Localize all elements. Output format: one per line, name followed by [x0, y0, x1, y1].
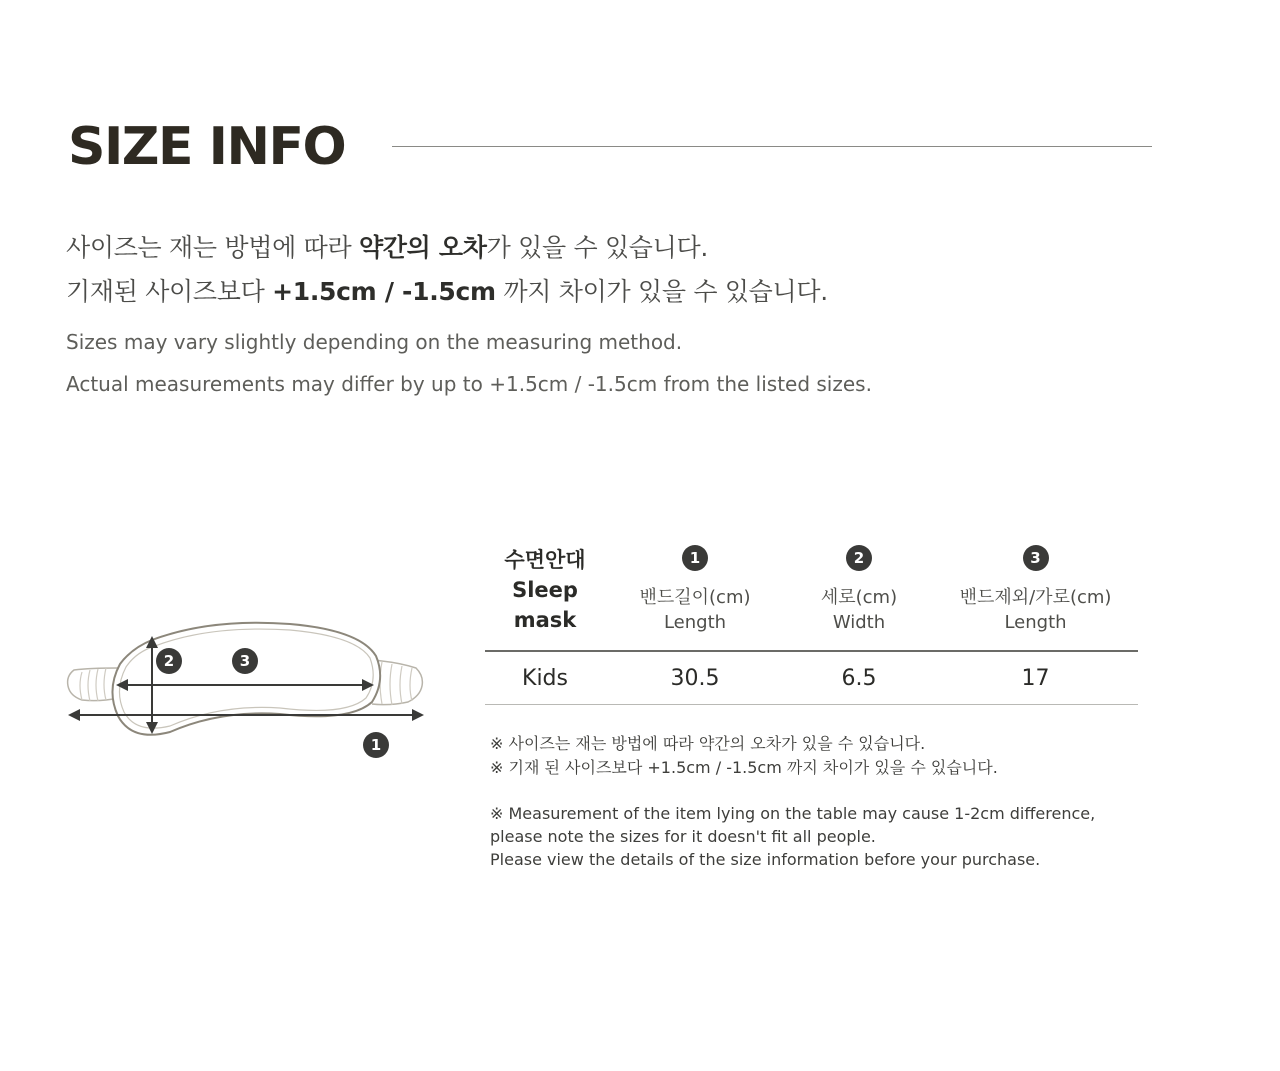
note-en-2: please note the sizes for it doesn't fit all people.: [490, 827, 876, 846]
column-1-marker-icon: 1: [682, 545, 708, 571]
size-label: Kids: [522, 665, 568, 691]
column-label-kr: 세로(cm): [820, 587, 898, 608]
note-en-1: ※ Measurement of the item lying on the table may cause 1-2cm difference,: [490, 804, 1096, 823]
size-table: [485, 530, 1138, 705]
column-3-marker-icon: 3: [1023, 545, 1049, 571]
note-kr-2: ※ 기재 된 사이즈보다 +1.5cm / -1.5cm 까지 차이가 있을 수 있습니다.: [490, 758, 998, 777]
marker-3-icon: 3: [232, 648, 258, 674]
notice-en-line-2: Actual measurements may differ by up to +1.5cm / -1.5cm from the listed sizes.: [66, 372, 872, 396]
table-row: [485, 651, 1138, 705]
column-header-band-length: [605, 530, 785, 651]
column-header-length: [933, 530, 1138, 651]
title-divider: [392, 146, 1152, 147]
notice-en-line-1: Sizes may vary slightly depending on the measuring method.: [66, 330, 683, 354]
column-header-width: [785, 530, 933, 651]
notice-kr-line-2: 기재된 사이즈보다 +1.5cm / -1.5cm 까지 차이가 있을 수 있습니다.: [66, 277, 828, 306]
sleep-mask-diagram: [60, 610, 440, 770]
page-title: SIZE INFO: [68, 117, 346, 177]
product-header: [485, 530, 605, 651]
column-label-en: Width: [832, 612, 886, 633]
value-band-length: 30.5: [670, 665, 720, 691]
value-width: 6.5: [841, 665, 877, 691]
marker-2-icon: 2: [156, 648, 182, 674]
table-header-row: [485, 530, 1138, 651]
column-label-en: Length: [1004, 612, 1067, 633]
column-label-kr: 밴드길이(cm): [639, 587, 751, 608]
column-label-kr: 밴드제외/가로(cm): [959, 587, 1112, 608]
notice-kr-line-1: 사이즈는 재는 방법에 따라 약간의 오차가 있을 수 있습니다.: [66, 233, 708, 262]
column-label-en: Length: [663, 612, 727, 633]
column-2-marker-icon: 2: [846, 545, 872, 571]
note-kr-1: ※ 사이즈는 재는 방법에 따라 약간의 오차가 있을 수 있습니다.: [490, 734, 926, 753]
product-name-en: Sleep mask: [512, 578, 578, 632]
note-en-3: Please view the details of the size information before your purchase.: [490, 850, 1041, 869]
value-length: 17: [1021, 665, 1050, 691]
marker-1-icon: 1: [363, 732, 389, 758]
product-name-kr: 수면안대: [504, 548, 586, 572]
